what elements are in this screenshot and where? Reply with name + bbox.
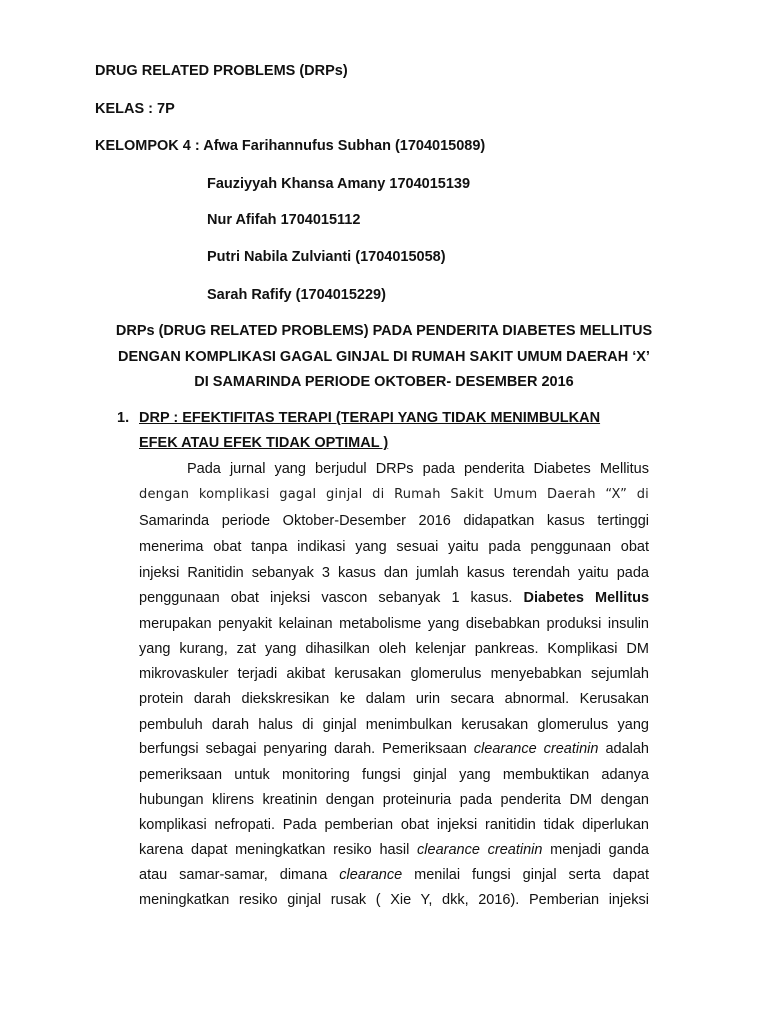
paragraph-text: menjadi ganda xyxy=(542,842,649,858)
paragraph-text: menilai fungsi ginjal serta dapat xyxy=(402,867,649,883)
doc-title-line-3: DI SAMARINDA PERIODE OKTOBER- DESEMBER 2016 xyxy=(194,374,574,390)
group-label: KELOMPOK 4 : xyxy=(95,138,204,154)
paragraph-line: yang kurang, zat yang dihasilkan oleh kelenjar pankreas. Komplikasi DM xyxy=(139,641,649,657)
paragraph-line: hubungan klirens kreatinin dengan proteinuria pada penderita DM dengan xyxy=(139,792,649,808)
paragraph-bold-term: Diabetes Mellitus xyxy=(523,590,650,606)
paragraph-text: penggunaan obat injeksi vascon sebanyak 1 kasus. xyxy=(139,590,524,606)
paragraph-line: meningkatkan resiko ginjal rusak ( Xie Y, dkk, 2016). Pemberian injeksi xyxy=(139,892,649,908)
paragraph-text: atau samar-samar, dimana xyxy=(139,867,340,883)
paragraph-line: mikrovaskuler terjadi akibat kerusakan glomerulus menyebabkan sejumlah xyxy=(139,666,649,682)
paragraph-line: dengan komplikasi gagal ginjal di Rumah Sakit Umum Daerah “X” di xyxy=(139,487,649,502)
group-member-2: Fauziyyah Khansa Amany 1704015139 xyxy=(207,176,471,192)
group-member-5: Sarah Rafify (1704015229) xyxy=(207,287,386,303)
paragraph-line: pembuluh darah halus di ginjal menimbulkan kerusakan glomerulus yang xyxy=(139,717,649,733)
paragraph-text: karena dapat meningkatkan resiko hasil xyxy=(139,842,418,858)
paragraph-line xyxy=(139,589,649,607)
doc-title-line-1: DRPs (DRUG RELATED PROBLEMS) PADA PENDERITA DIABETES MELLITUS xyxy=(115,323,653,339)
group-member-4: Putri Nabila Zulvianti (1704015058) xyxy=(207,249,446,265)
paragraph-line xyxy=(139,740,649,758)
paragraph-line xyxy=(139,841,649,859)
section-heading-line-1: DRP : EFEKTIFITAS TERAPI (TERAPI YANG TIDAK MENIMBULKAN xyxy=(139,410,601,426)
paragraph-line xyxy=(139,866,649,884)
paragraph-line: protein darah diekskresikan ke dalam urin secara abnormal. Kerusakan xyxy=(139,691,649,707)
paragraph-line: Pada jurnal yang berjudul DRPs pada penderita Diabetes Mellitus xyxy=(187,461,649,477)
paragraph-line: menerima obat tanpa indikasi yang sesuai yaitu pada penggunaan obat xyxy=(139,539,649,555)
paragraph-italic-term: clearance creatinin xyxy=(473,741,599,757)
doc-title-line-2: DENGAN KOMPLIKASI GAGAL GINJAL DI RUMAH SAKIT UMUM DAERAH ‘X’ xyxy=(118,349,650,365)
paragraph-line: komplikasi nefropati. Pada pemberian obat injeksi ranitidin tidak diperlukan xyxy=(139,817,649,833)
class-label: KELAS : 7P xyxy=(95,101,175,117)
paragraph-line: injeksi Ranitidin sebanyak 3 kasus dan jumlah kasus terendah yaitu pada xyxy=(139,565,649,581)
group-member-3: Nur Afifah 1704015112 xyxy=(207,212,361,228)
paragraph-line: merupakan penyakit kelainan metabolisme yang disebabkan produksi insulin xyxy=(139,616,649,632)
paragraph-text: berfungsi sebagai penyaring darah. Pemeriksaan xyxy=(139,741,474,757)
paragraph-italic-term: clearance creatinin xyxy=(417,842,543,858)
group-line xyxy=(95,137,485,155)
paragraph-text: adalah xyxy=(598,741,649,757)
paragraph-italic-term: clearance xyxy=(339,867,403,883)
group-member-1: Afwa Farihannufus Subhan (1704015089) xyxy=(203,138,486,154)
section-heading-line-2: EFEK ATAU EFEK TIDAK OPTIMAL ) xyxy=(139,435,389,451)
paragraph-line: pemeriksaan untuk monitoring fungsi ginjal yang membuktikan adanya xyxy=(139,767,649,783)
paragraph-line: Samarinda periode Oktober-Desember 2016 didapatkan kasus tertinggi xyxy=(139,513,649,529)
section-number: 1. xyxy=(117,410,130,426)
document-header-title: DRUG RELATED PROBLEMS (DRPs) xyxy=(95,63,348,79)
